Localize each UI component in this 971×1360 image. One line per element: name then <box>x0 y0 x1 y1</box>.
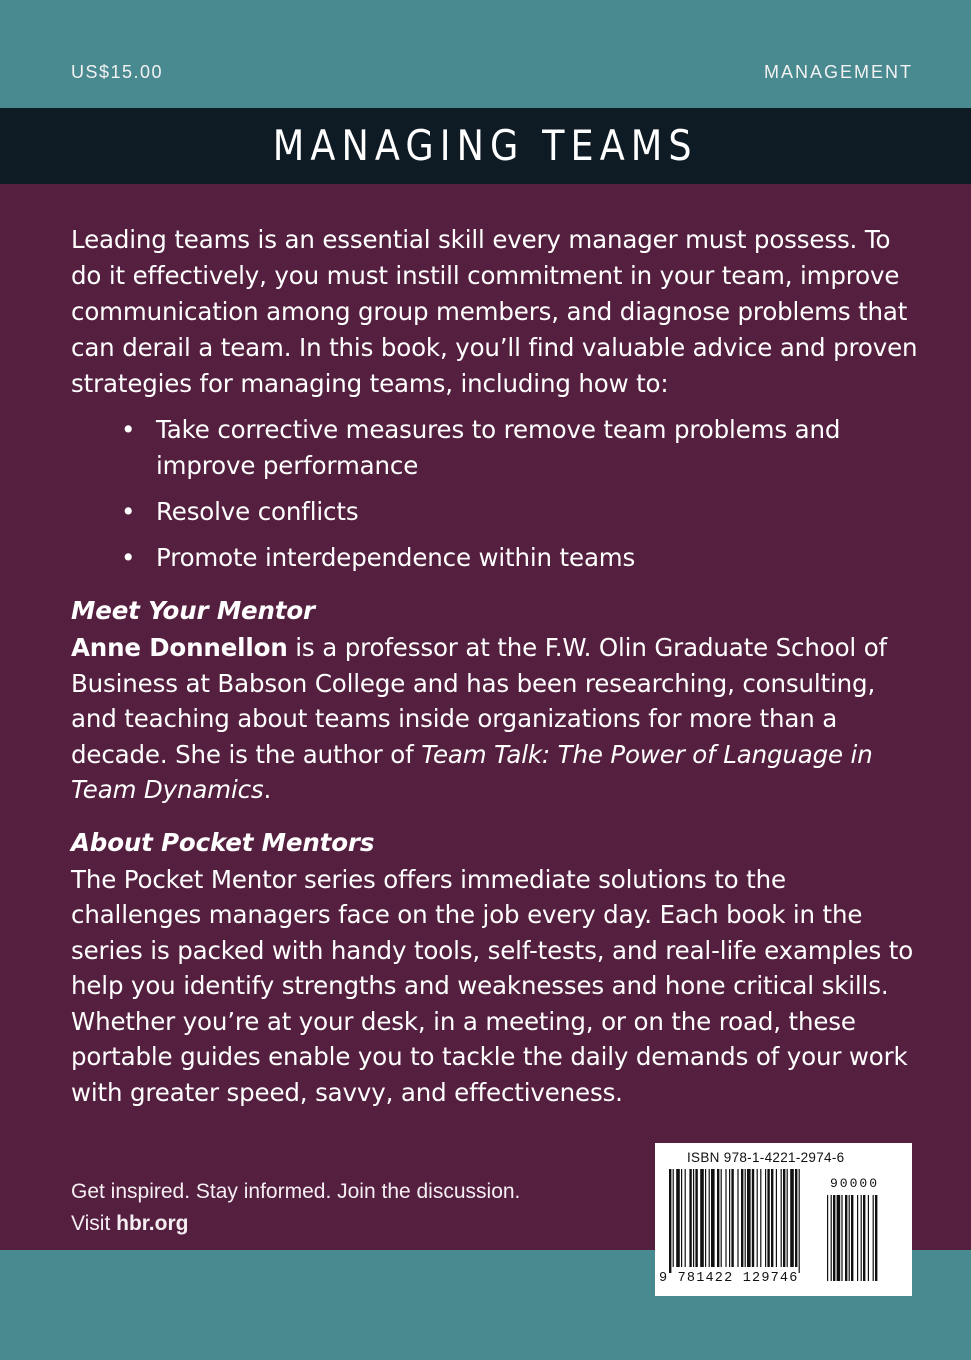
book-title: MANAGING TEAMS <box>273 121 698 170</box>
price-label: US$15.00 <box>71 62 164 82</box>
about-paragraph: The Pocket Mentor series offers immediate solutions to the challenges managers face on the job every day. Each book in the series is packed with handy tools, self-tests, and real-life examples to help you identify strengths and weaknesses and hone critical skills. Whether you’re at your desk, in a meeting, or on the road, these portable guides enable you to tackle the daily demands of your work with greater speed, savvy, and effectiveness. <box>71 864 914 1107</box>
intro-paragraph: Leading teams is an essential skill every manager must possess. To do it effectively, you must instill commitment in your team, improve communication among group members, and diagnose problems that can derail a team. In this book, you’ll find valuable advice and proven strategies for managing teams, including how to: <box>71 225 918 398</box>
category-label: MANAGEMENT <box>763 62 913 82</box>
list-item-text: Take corrective measures to remove team problems and improve performance <box>156 415 841 480</box>
addon-bar <box>857 1195 858 1281</box>
visit-prefix: Visit <box>71 1212 117 1235</box>
addon-bar <box>863 1195 865 1281</box>
barcode-bar <box>729 1169 730 1267</box>
barcode-bar <box>757 1169 758 1267</box>
barcode-bar <box>783 1169 785 1267</box>
barcode-bar <box>799 1169 800 1273</box>
list-item <box>71 494 921 530</box>
addon-bar <box>837 1195 841 1281</box>
title-band <box>0 108 971 184</box>
mentor-bio <box>71 630 921 808</box>
mentor-bio-text: is a professor at the F.W. Olin Graduate School of Business at Babson College and has been researching, consulting, and teaching about teams inside organizations for more than a decade. She is the author of <box>71 633 888 769</box>
mentor-bio-end: . <box>263 775 272 804</box>
barcode-digits: 9 781422 129746 <box>659 1271 799 1286</box>
benefit-list <box>71 412 921 576</box>
about-heading: About Pocket Mentors <box>71 827 375 857</box>
barcode-bar <box>741 1169 743 1267</box>
addon-number: 90000 <box>830 1176 880 1191</box>
isbn-label: ISBN 978-1-4221-2974-6 <box>687 1150 845 1165</box>
barcode-bar <box>781 1169 782 1267</box>
barcode-bar <box>721 1169 722 1267</box>
barcode-bar <box>717 1169 719 1267</box>
addon-bar <box>845 1195 847 1281</box>
bullet-marker: • <box>121 415 136 444</box>
list-item-text: Resolve conflicts <box>156 497 359 526</box>
barcode-bar <box>737 1169 738 1267</box>
tagline: Get inspired. Stay informed. Join the discussion. <box>71 1180 521 1203</box>
barcode-bar <box>725 1169 726 1267</box>
barcode-bar <box>776 1169 777 1267</box>
mentor-heading: Meet Your Mentor <box>71 596 315 625</box>
barcode-bar <box>745 1169 746 1267</box>
addon-bar <box>827 1195 828 1281</box>
barcode-bar <box>787 1169 788 1267</box>
barcode-bar <box>673 1169 674 1267</box>
mentor-name: Anne Donnellon <box>71 633 288 662</box>
barcode-bar <box>747 1169 751 1267</box>
barcode-bar <box>695 1169 697 1267</box>
addon-bar <box>831 1195 832 1281</box>
footer-text <box>71 1176 520 1240</box>
barcode-bar <box>709 1169 710 1267</box>
barcode-bar <box>795 1169 797 1267</box>
description-block <box>71 222 921 1110</box>
barcode-bar <box>700 1169 704 1267</box>
barcode-bar <box>731 1169 733 1267</box>
bullet-marker: • <box>121 543 136 572</box>
barcode-bar <box>669 1169 671 1273</box>
addon-bar <box>841 1195 842 1281</box>
barcode-bar <box>711 1169 715 1267</box>
barcode-bar <box>685 1169 686 1267</box>
top-band <box>0 0 971 108</box>
barcode-bar <box>705 1169 706 1267</box>
addon-bar <box>851 1195 853 1281</box>
addon-bar <box>849 1195 850 1281</box>
barcode-bar <box>767 1169 769 1267</box>
visit-line <box>71 1208 520 1240</box>
barcode-bar <box>790 1169 794 1267</box>
barcode-bar <box>760 1169 761 1267</box>
list-item <box>71 412 921 484</box>
barcode-panel <box>655 1143 912 1296</box>
barcode-bar <box>676 1169 680 1267</box>
list-item <box>71 540 921 576</box>
list-item-text: Promote interdependence within teams <box>156 543 636 572</box>
barcode-bar <box>689 1169 691 1267</box>
addon-bar <box>861 1195 862 1281</box>
bullet-marker: • <box>121 497 136 526</box>
addon-bar <box>833 1195 835 1281</box>
addon-bar <box>875 1195 877 1281</box>
barcode-bar <box>693 1169 694 1267</box>
addon-bar <box>868 1195 869 1281</box>
website-link: hbr.org <box>116 1212 189 1235</box>
addon-bar <box>873 1195 874 1281</box>
barcode-bar <box>771 1169 773 1267</box>
mentor-book-title: Team Talk: The Power of Language in Team Dynamics <box>71 739 873 804</box>
barcode-bar <box>765 1169 766 1267</box>
barcode-bar <box>681 1169 682 1267</box>
barcode-bar <box>752 1169 754 1267</box>
